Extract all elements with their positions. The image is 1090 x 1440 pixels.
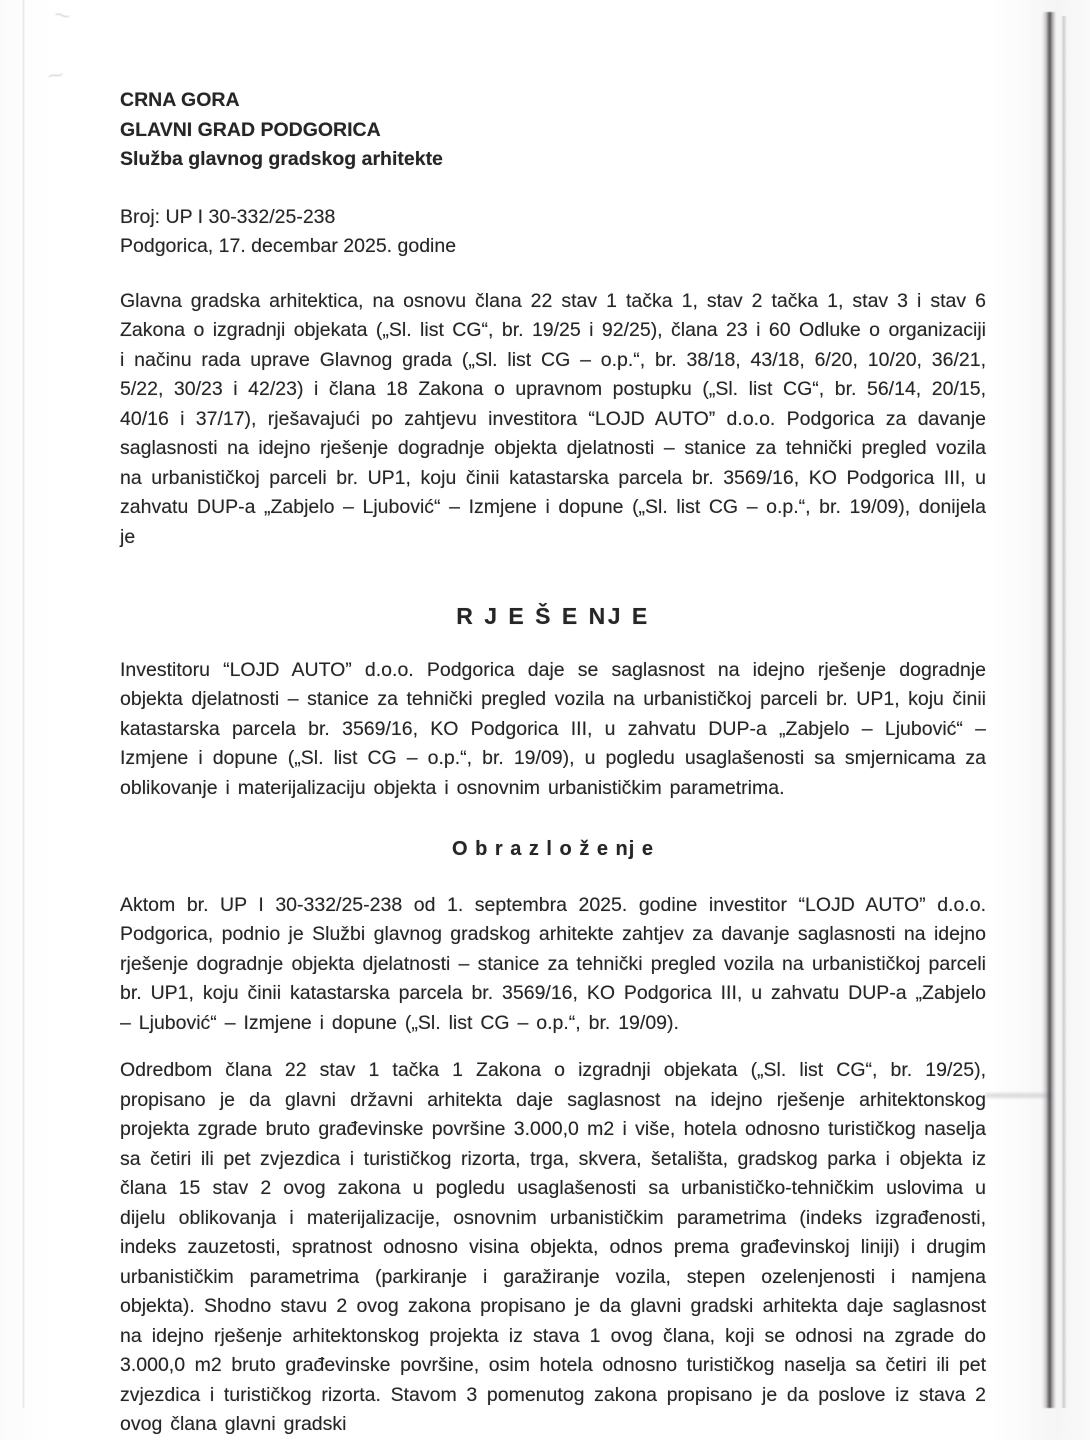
rationale-paragraph-1: Aktom br. UP I 30-332/25-238 od 1. septembra 2025. godine investitor “LOJD AUTO” d.o.o. Podgorica, podnio je Službi glavnog gradskog arhitekte zahtjev za davanje saglasnosti na idejno rješenje dogradnje objekta djelatnosti – stanice za tehnički pregled vozila na urbanističkoj parceli br. UP1, koju činii katastarska parcela br. 3569/16, KO Podgorica III, u zahvatu DUP-a „Zabjelo – Ljubović“ – Izmjene i dopune („Sl. list CG – o.p.“, br. 19/09). (120, 893, 986, 1034)
rationale-paragraph-2: Odredbom člana 22 stav 1 tačka 1 Zakona o izgradnji objekata („Sl. list CG“, br. 19/25), propisano je da glavni državni arhitekta daje saglasnost na idejno rješenje arhitektonskog projekta zgrade bruto građevinske površine 3.000,0 m2 i više, hotela odnosno turističkog naselja sa četiri ili pet zvjezdica i turističkog rizorta, trga, skvera, šetališta, gradskog parka i objekta iz člana 15 stav 2 ovog zakona u pogledu usaglašenosti sa urbanističko-tehničkim uslovima u dijelu oblikovanja i materijalizacije, osnovnim urbanističkim parametrima (indeks izgrađenosti, indeks zauzetosti, spratnost odnosno visina objekta, odnos prema građevinskoj liniji) i drugim urbanističkim parametrima (parkiranje i garažiranje vozila, stepen ozelenjenosti i namjena objekta). Shodno stavu 2 ovog zakona propisano je da glavni gradski arhitekta daje saglasnost na idejno rješenje arhitektonskog projekta iz stava 1 ovog člana, koji se odnosi na zgrade do 3.000,0 m2 bruto građevinske površine, osim hotela odnosno turističkog naselja sa četiri ili pet zvjezdica i turističkog rizorta. Stavom 3 pomenutog zakona propisano je da poslove iz stava 2 ovog člana glavni gradski (120, 1059, 986, 1435)
scan-left-edge-line (22, 0, 25, 1408)
letterhead (120, 86, 986, 175)
decision-heading: R J E Š E NJ E (456, 603, 650, 629)
scan-pencil-mark: ⁓ (53, 5, 72, 26)
letterhead-country: CRNA GORA (120, 89, 240, 111)
case-number: Broj: UP I 30-332/25-238 (120, 205, 336, 228)
rationale-heading: O b r a z l o ž e nj e (451, 838, 655, 860)
place-and-date: Podgorica, 17. decembar 2025. godine (120, 235, 457, 257)
intro-paragraph: Glavna gradska arhitektica, na osnovu člana 22 stav 1 tačka 1, stav 2 tačka 1, stav 3 i stav 6 Zakona o izgradnji objekata („Sl. list CG“, br. 19/25 i 92/25), člana 23 i 60 Odluke o organizaciji i načinu rada uprave Glavnog grada („Sl. list CG – o.p.“, br. 38/18, 43/18, 6/20, 10/20, 36/21, 5/22, 30/23 i 42/23) i člana 18 Zakona o upravnom postupku („Sl. list CG“, br. 56/14, 20/15, 40/16 i 37/17), rješavajući po zahtjevu investitora “LOJD AUTO” d.o.o. Podgorica za davanje saglasnosti na idejno rješenje dogradnje objekta djelatnosti – stanice za tehnički pregled vozila na urbanističkoj parceli br. UP1, koju činii katastarska parcela br. 3569/16, KO Podgorica III, u zahvatu DUP-a „Zabjelo – Ljubović“ – Izmjene i dopune („Sl. list CG – o.p.“, br. 19/09), donijela je (120, 289, 986, 548)
scan-binding-line (1042, 12, 1056, 1408)
scan-binding-line-secondary (1061, 16, 1067, 1408)
scan-pencil-mark: ⁓ (46, 66, 65, 85)
letterhead-office: Služba glavnog gradskog arhitekte (120, 148, 443, 170)
letterhead-city: GLAVNI GRAD PODGORICA (120, 118, 381, 141)
document-content (120, 86, 986, 1440)
decision-paragraph: Investitoru “LOJD AUTO” d.o.o. Podgorica daje se saglasnost na idejno rješenje dogradnje objekta djelatnosti – stanice za tehnički pregled vozila na urbanističkoj parceli br. UP1, koju činii katastarska parcela br. 3569/16, KO Podgorica III, u zahvatu DUP-a „Zabjelo – Ljubović“ – Izmjene i dopune („Sl. list CG – o.p.“, br. 19/09), u pogledu usaglašenosti sa smjernicama za oblikovanje i materijalizaciju objekta i osnovnim urbanističkim parametrima. (120, 658, 986, 799)
document-meta (120, 203, 986, 262)
